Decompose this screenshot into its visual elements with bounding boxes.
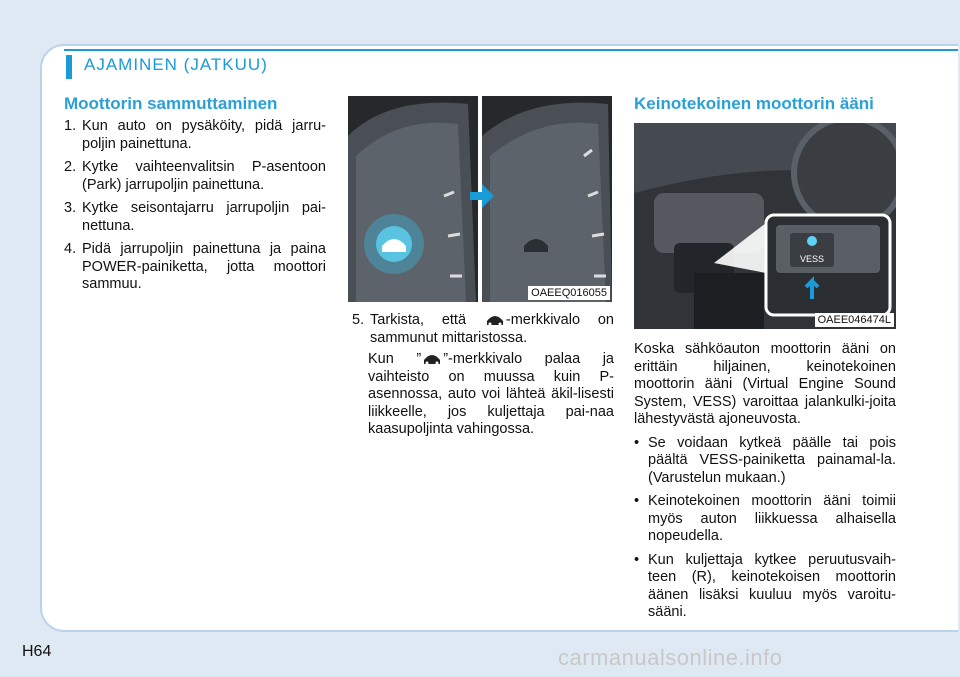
- cluster-illustration: [348, 96, 612, 302]
- page-number: H64: [22, 643, 52, 660]
- list-item: • Se voidaan kytkeä päälle tai pois päältä VESS-painiketta painamal-la. (Varustelun mukaan.): [634, 434, 896, 486]
- vess-intro: Koska sähköauton moottorin ääni on erittäin hiljainen, keinotekoinen moottorin ääni (Virtual Engine Sound System, VESS) varoittaa jalankulki-joita lähestyvästä ajoneuvosta.: [634, 341, 896, 427]
- shutdown-steps: [64, 118, 326, 300]
- vess-description: [634, 341, 896, 628]
- ready-indicator-icon: [421, 351, 443, 365]
- header-rule: [64, 49, 958, 51]
- step-5-text: 5. Tarkista, että -merkkivalo on sammunut mittaristossa. Kun ” ”-merkkivalo palaa ja vaihteisto on muussa kuin P-asennossa, auto voi lähteä äkil-lisesti liikkeelle, jos kuljettaja pai-naa kaasupoljinta vahingossa.: [352, 312, 614, 437]
- image-caption: OAEEQ016055: [528, 286, 610, 300]
- image-caption: OAEE046474L: [815, 313, 894, 327]
- section-title: AJAMINEN (JATKUU): [84, 55, 268, 74]
- dashboard-vess-illustration: [634, 123, 896, 329]
- list-item: 2. Kytke vaihteenvalitsin P-asentoon (Park) jarrupoljin painettuna.: [64, 159, 326, 193]
- list-item: • Kun kuljettaja kytkee peruutusvaih-teen (R), keinotekoisen moottorin äänen lisäksi kuuluu myös varoitu-sääni.: [634, 551, 896, 620]
- heading-virtual-engine-sound: Keinotekoinen moottorin ääni: [634, 94, 874, 113]
- list-item: 1. Kun auto on pysäköity, pidä jarru-poljin painettuna.: [64, 118, 326, 152]
- list-item: 3. Kytke seisontajarru jarrupoljin pai-nettuna.: [64, 200, 326, 234]
- header-marker: [66, 55, 72, 79]
- vess-button-label: VESS: [799, 254, 825, 264]
- watermark: carmanualsonline.info: [558, 645, 783, 670]
- ready-indicator-icon: [484, 312, 506, 326]
- list-item: 4. Pidä jarrupoljin painettuna ja paina POWER-painiketta, jotta moottori sammuu.: [64, 241, 326, 292]
- list-item: • Keinotekoinen moottorin ääni toimii myös auton liikkuessa alhaisella nopeudella.: [634, 493, 896, 544]
- heading-engine-shutdown: Moottorin sammuttaminen: [64, 94, 278, 113]
